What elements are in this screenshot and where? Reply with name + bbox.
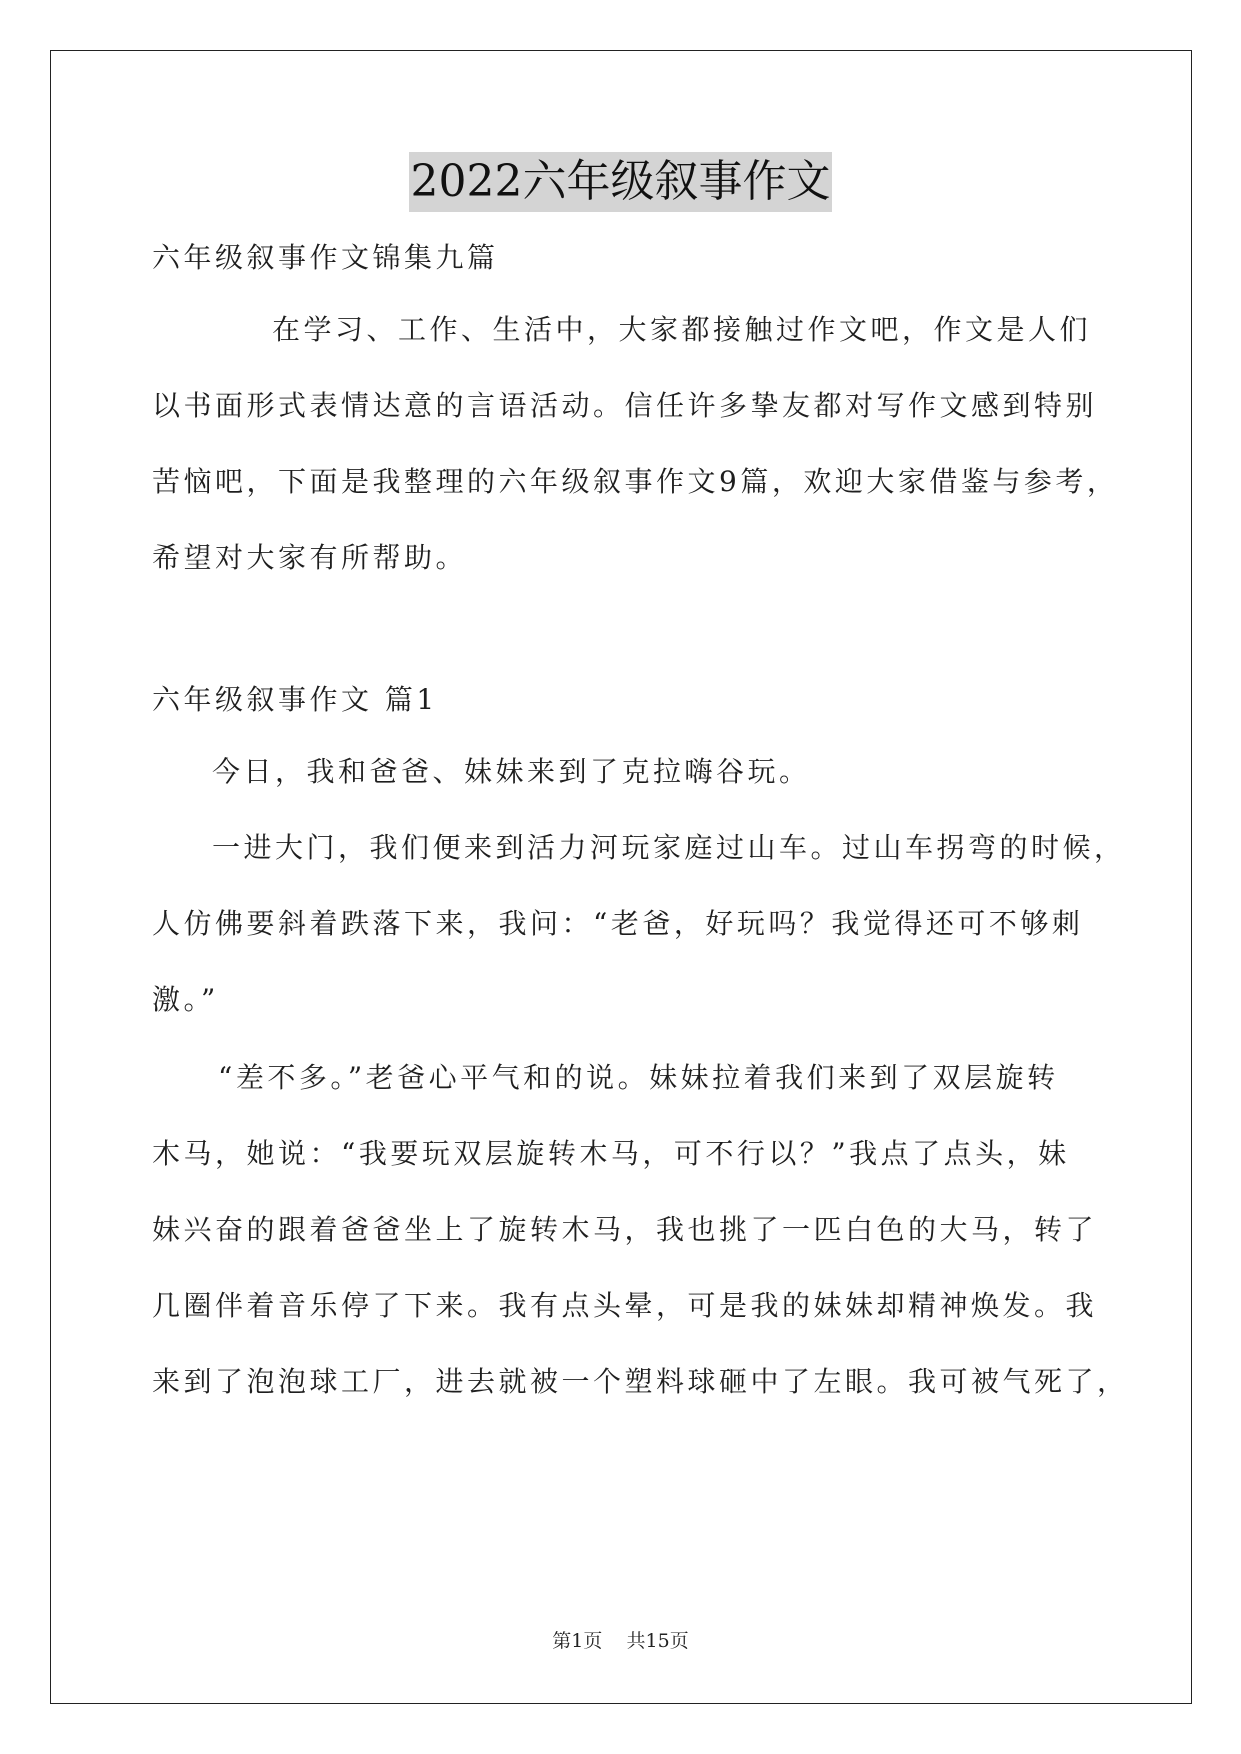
section-heading: 六年级叙事作文 篇1: [152, 683, 438, 716]
body-line-2: 一进大门，我们便来到活力河玩家庭过山车。过山车拐弯的时候，: [212, 831, 1126, 864]
body-line-6: 木马，她说：“我要玩双层旋转木马，可不行以？”我点了点头，妹: [152, 1137, 1070, 1170]
body-line-8: 几圈伴着音乐停了下来。我有点头晕，可是我的妹妹却精神焕发。我: [152, 1289, 1098, 1322]
intro-line-3: 苦恼吧，下面是我整理的六年级叙事作文9篇，欢迎大家借鉴与参考，: [152, 465, 1119, 498]
body-line-5: “差不多。”老爸心平气和的说。妹妹拉着我们来到了双层旋转: [218, 1061, 1059, 1094]
page-border: [50, 50, 1192, 1704]
body-line-4: 激。”: [152, 983, 219, 1016]
page-footer: [0, 1628, 1241, 1654]
page-number: 第1页: [552, 1630, 603, 1652]
document-subtitle: 六年级叙事作文锦集九篇: [152, 241, 499, 274]
body-line-9: 来到了泡泡球工厂，进去就被一个塑料球砸中了左眼。我可被气死了，: [152, 1365, 1129, 1398]
body-line-3: 人仿佛要斜着跌落下来，我问：“老爸，好玩吗？我觉得还可不够刺: [152, 907, 1084, 940]
intro-line-4: 希望对大家有所帮助。: [152, 541, 468, 574]
page-total: 共15页: [626, 1630, 689, 1652]
intro-line-1: 在学习、工作、生活中，大家都接触过作文吧，作文是人们: [272, 313, 1092, 346]
body-line-1: 今日，我和爸爸、妹妹来到了克拉嗨谷玩。: [212, 755, 811, 788]
body-line-7: 妹兴奋的跟着爸爸坐上了旋转木马，我也挑了一匹白色的大马，转了: [152, 1213, 1098, 1246]
title-container: [0, 152, 1241, 212]
document-title: 2022六年级叙事作文: [409, 152, 833, 212]
intro-line-2: 以书面形式表情达意的言语活动。信任许多挚友都对写作文感到特别: [152, 389, 1098, 422]
